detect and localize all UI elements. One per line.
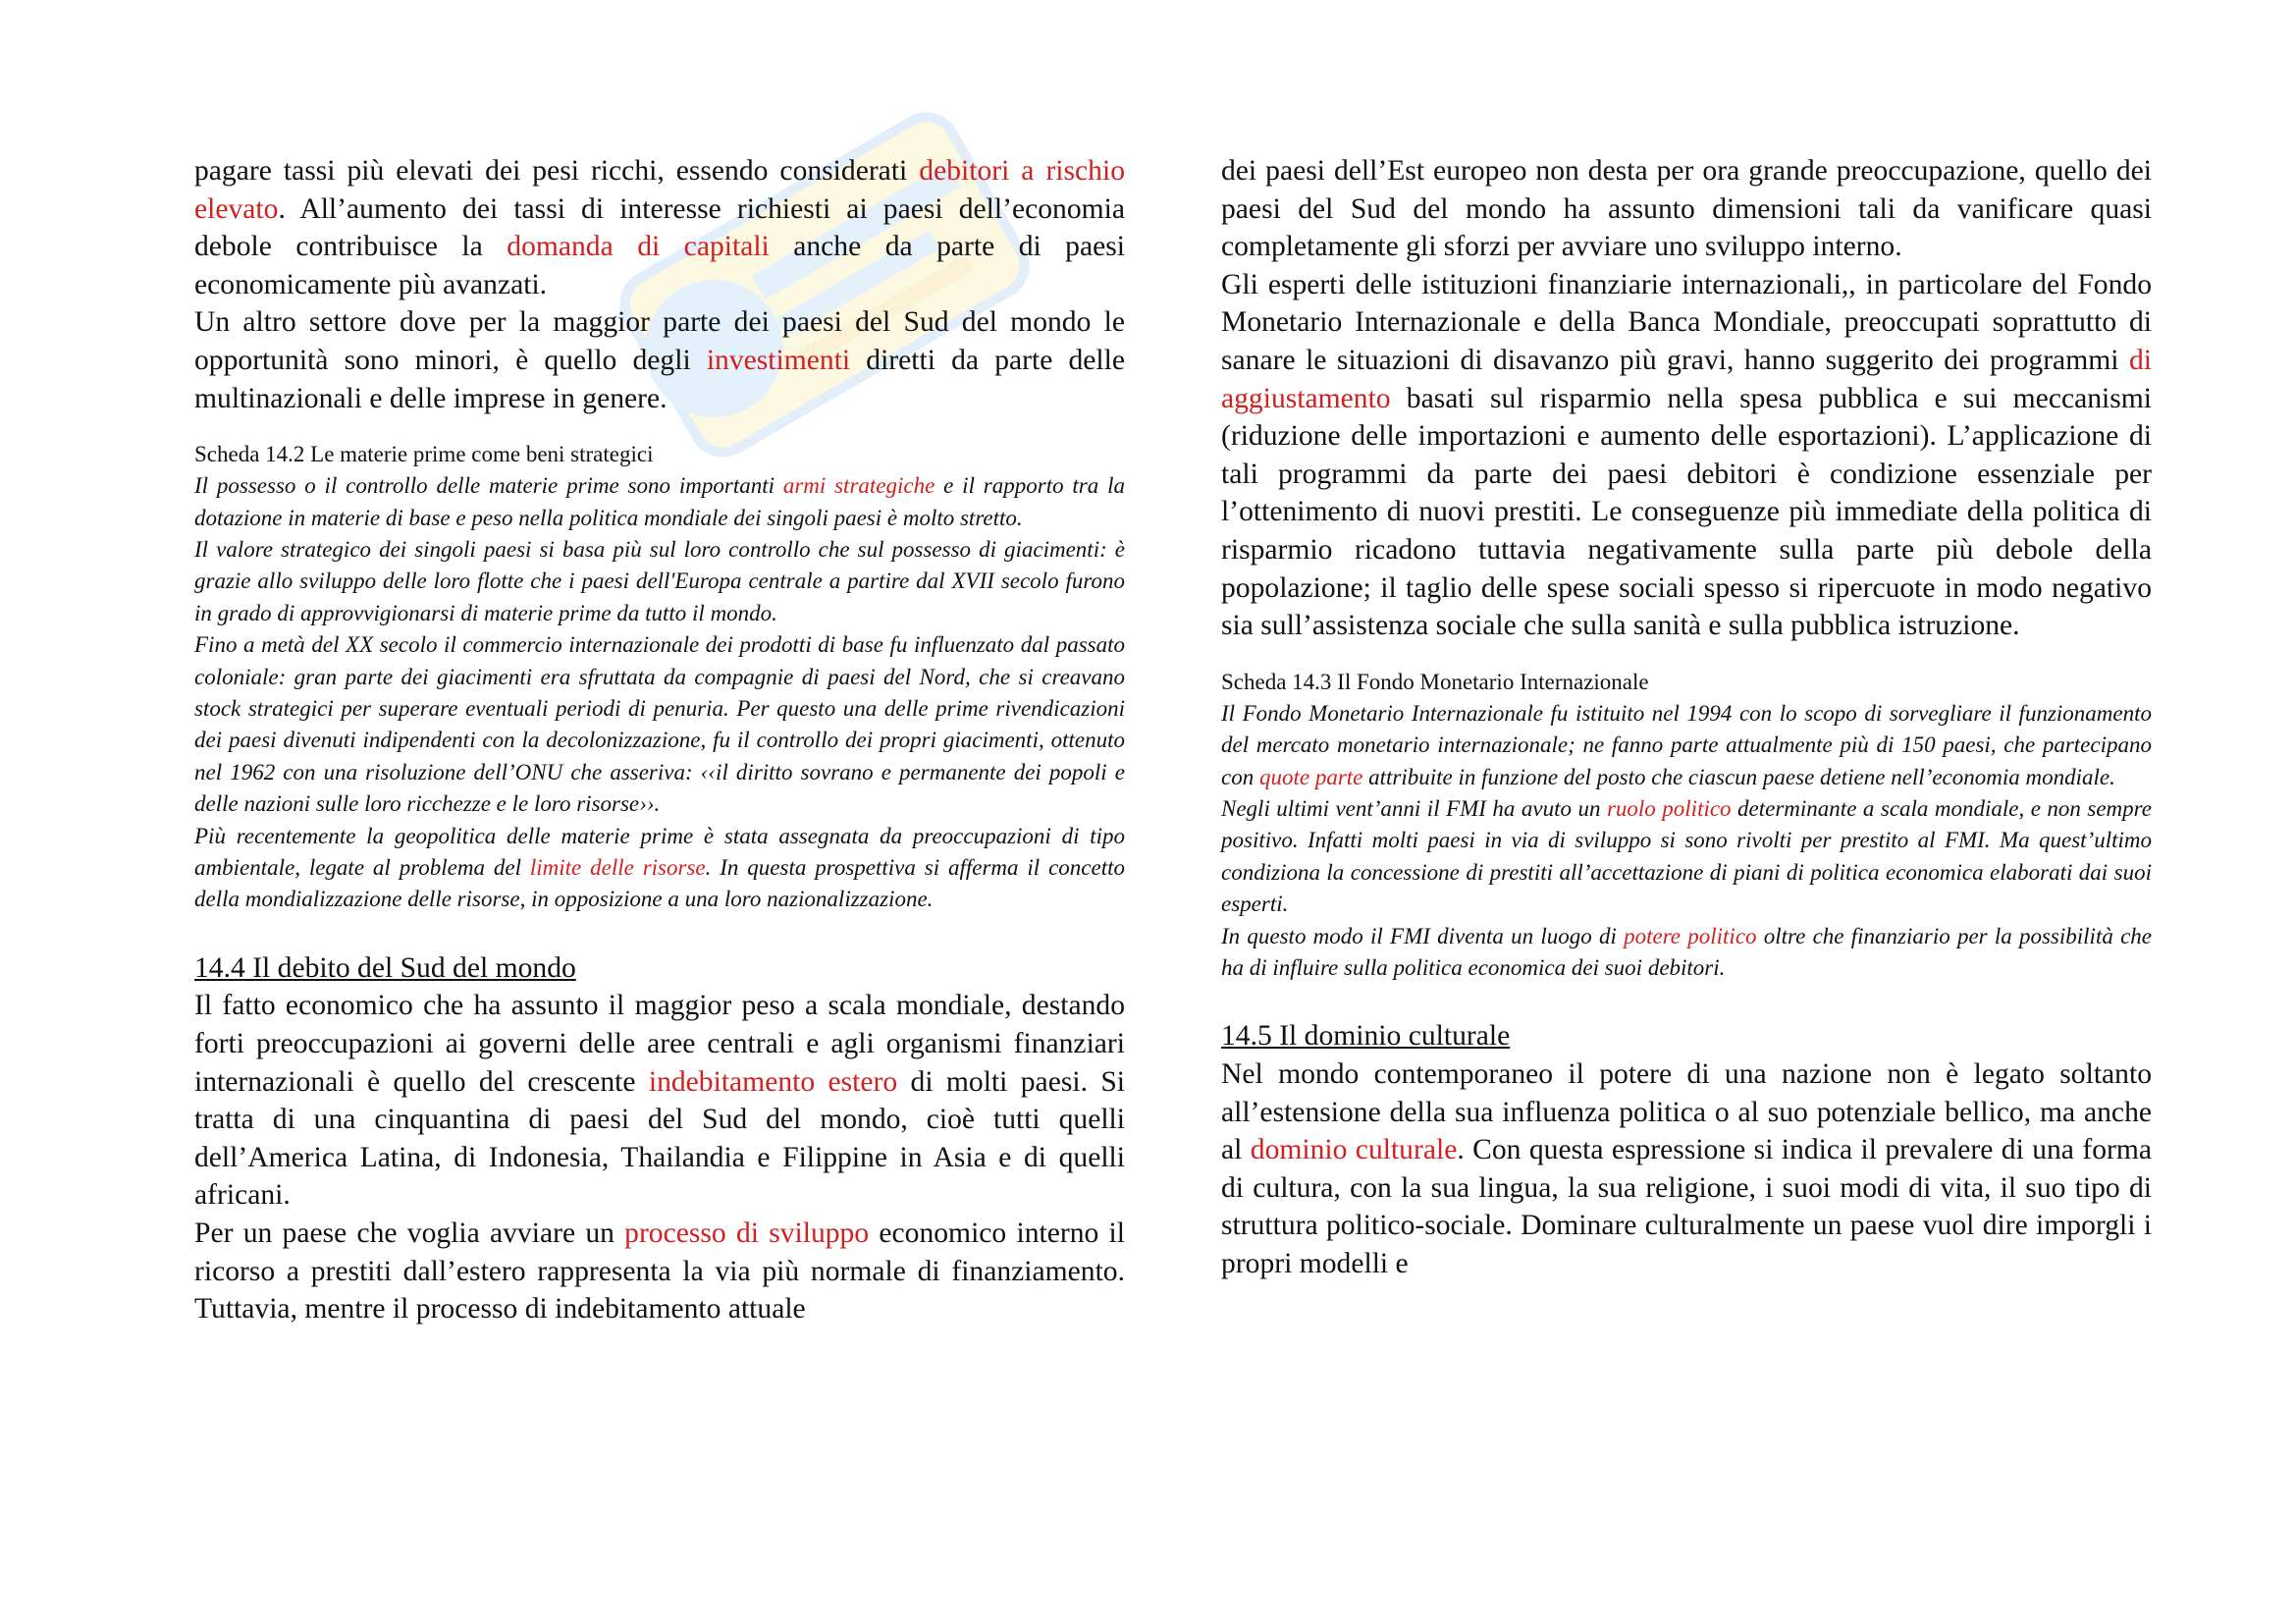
paragraph: Nel mondo contemporaneo il potere di una nazione non è legato soltanto all’estensione della sua influenza politica o al suo potenziale bellico, ma anche al dominio culturale. Con questa espressione si indica il prevalere di una forma di cultura, con la sua lingua, la sua religione, i suoi modi di vita, il suo tipo di struttura politico-sociale. Dominare culturalmente un paese vuol dire imporgli i propri modelli e <box>1221 1057 2152 1279</box>
scheda-paragraph: Fino a metà del XX secolo il commercio internazionale dei prodotti di base fu influenzato dal passato coloniale: gran parte dei giacimenti era sfruttata da compagnie di paesi del Nord, che si creavano stock strategici per superare eventuali periodi di penuria. Per questo una delle prime rivendicazioni dei paesi divenuti indipendenti con la decolonizzazione, fu il controllo dei propri giacimenti, ottenuto nel 1962 con una risoluzione dell’ONU che asseriva: ‹‹il diritto sovrano e permanente dei popoli e delle nazioni sulle loro ricchezze e le loro risorse››. <box>194 632 1125 817</box>
highlight-term: di aggiustamento <box>1221 344 2152 414</box>
right-column <box>1221 152 2152 1283</box>
highlight-term: processo di sviluppo <box>624 1217 870 1249</box>
highlight-term: dominio culturale <box>1250 1134 1458 1166</box>
scheda-paragraph: Il possesso o il controllo delle materie prime sono importanti armi strategiche e il rapporto tra la dotazione in materie di base e peso nella politica mondiale dei singoli paesi è molto stretto. <box>194 473 1125 530</box>
scheda-paragraph: Il valore strategico dei singoli paesi si basa più sul loro controllo che sul possesso di giacimenti: è grazie allo sviluppo delle loro flotte che i paesi dell'Europa centrale a partire dal XVII secolo furono in grado di approvvigionarsi di materie prime da tutto il mondo. <box>194 536 1125 625</box>
section-title: 14.5 Il dominio culturale <box>1221 1020 1511 1053</box>
paragraph: Il fatto economico che ha assunto il maggior peso a scala mondiale, destando forti preoccupazioni ai governi delle aree centrali e agli organismi finanziari internazionali è quello del crescente indebitamento estero di molti paesi. Si tratta di una cinquantina di paesi del Sud del mondo, cioè tutti quelli dell’America Latina, di Indonesia, Thailandia e Filippine in Asia e di quelli africani. <box>194 990 1126 1212</box>
highlight-term: indebitamento estero <box>648 1065 898 1098</box>
scheda-paragraph: Più recentemente la geopolitica delle materie prime è stata assegnata da preoccupazioni di tipo ambientale, legate al problema del limite delle risorse. In questa prospettiva si afferma il concetto della mondializzazione delle risorse, in opposizione a una loro nazionalizzazione. <box>194 823 1125 912</box>
highlight-term: limite delle risorse <box>529 855 706 881</box>
highlight-term: investimenti <box>706 344 851 376</box>
scheda-paragraph: In questo modo il FMI diventa un luogo di potere politico oltre che finanziario per la possibilità che ha di influire sulla politica economica dei suoi debitori. <box>1221 923 2152 980</box>
paragraph: Per un paese che voglia avviare un processo di sviluppo economico interno il ricorso a prestiti dall’estero rappresenta la via più normale di finanziamento. Tuttavia, mentre il processo di indebitamento attuale <box>194 1217 1125 1325</box>
paragraph: pagare tassi più elevati dei pesi ricchi, essendo considerati debitori a rischio elevato. All’aumento dei tassi di interesse richiesti ai paesi dell’economia debole contribuisce la domanda di capitali anche da parte di paesi economicamente più avanzati. <box>194 155 1125 300</box>
paragraph: Gli esperti delle istituzioni finanziarie internazionali,, in particolare del Fondo Monetario Internazionale e della Banca Mondiale, preoccupati soprattutto di sanare le situazioni di disavanzo più gravi, hanno suggerito dei programmi di aggiustamento basati sul risparmio nella spesa pubblica e sui meccanismi (riduzione delle importazioni e aumento delle esportazioni). L’applicazione di tali programmi da parte dei paesi debitori è condizione essenziale per l’ottenimento di nuovi prestiti. Le conseguenze più immediate della politica di risparmio ricadono tuttavia negativamente sulla parte più debole della popolazione; il taglio delle spese sociali spesso si ripercuote in modo negativo sia sull’assistenza sociale che sulla sanità e sulla pubblica istruzione. <box>1221 268 2152 642</box>
highlight-term: debitori a rischio elevato <box>194 155 1125 225</box>
scheda-paragraph: Il Fondo Monetario Internazionale fu istituito nel 1994 con lo scopo di sorvegliare il funzionamento del mercato monetario internazionale; ne fanno parte attualmente più di 150 paesi, che partecipano con quote parte attribuite in funzione del posto che ciascun paese detiene nell’economia mondiale. <box>1221 700 2152 789</box>
scheda-title: Scheda 14.2 Le materie prime come beni strategici <box>194 442 654 467</box>
highlight-term: quote parte <box>1258 764 1363 789</box>
left-column <box>194 152 1125 1328</box>
highlight-term: ruolo politico <box>1606 795 1732 821</box>
scheda-paragraph: Negli ultimi vent’anni il FMI ha avuto un ruolo politico determinante a scala mondiale, e non sempre positivo. Infatti molti paesi in via di sviluppo si sono rivolti per prestito al FMI. Ma quest’ultimo condiziona la concessione di prestiti all’accettazione di piani di politica economica elaborati dai suoi esperti. <box>1221 795 2152 917</box>
paragraph: Un altro settore dove per la maggior parte dei paesi del Sud del mondo le opportunità sono minori, è quello degli investimenti diretti da parte delle multinazionali e delle imprese in genere. <box>194 306 1125 414</box>
scheda-title: Scheda 14.3 Il Fondo Monetario Internazionale <box>1221 669 1649 694</box>
highlight-term: armi strategiche <box>782 473 935 499</box>
section-title: 14.4 Il debito del Sud del mondo <box>194 951 576 984</box>
highlight-term: potere politico <box>1624 923 1757 948</box>
paragraph: dei paesi dell’Est europeo non desta per ora grande preoccupazione, quello dei paesi del Sud del mondo ha assunto dimensioni tali da vanificare quasi completamente gli sforzi per avviare uno sviluppo interno. <box>1221 155 2152 263</box>
highlight-term: domanda di capitali <box>507 231 770 263</box>
